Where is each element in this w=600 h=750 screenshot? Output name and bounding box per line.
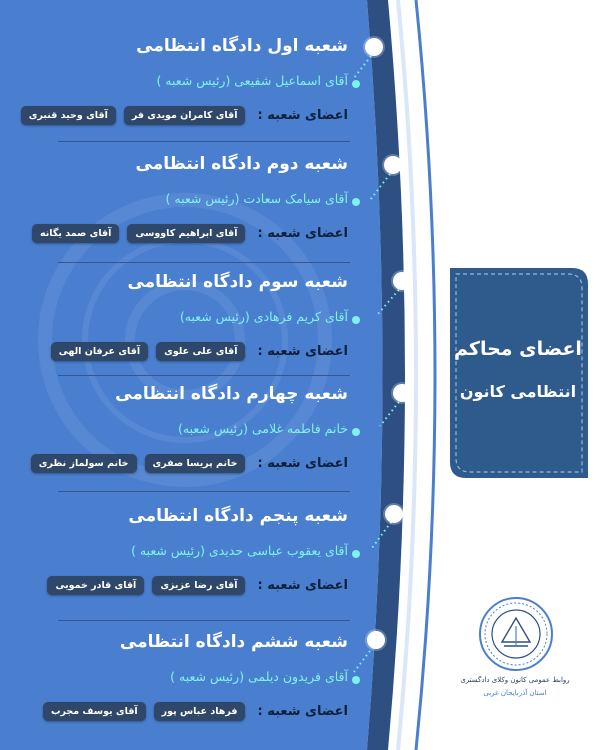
outer-curve-accent bbox=[416, 0, 435, 750]
divider bbox=[58, 141, 350, 142]
bullet-icon bbox=[352, 198, 360, 206]
timeline-node bbox=[393, 272, 411, 290]
member-badge: آقای صمد یگانه bbox=[32, 224, 119, 243]
member-badge: آقای رضا عزیزی bbox=[152, 576, 245, 595]
members-label: اعضای شعبه : bbox=[257, 226, 348, 241]
branch-title: شعبه سوم دادگاه انتظامی bbox=[127, 272, 348, 292]
members-label: اعضای شعبه : bbox=[257, 344, 348, 359]
member-badge: خانم پریسا صفری bbox=[145, 454, 246, 473]
branch-title: شعبه پنجم دادگاه انتظامی bbox=[128, 506, 348, 526]
divider bbox=[58, 262, 350, 263]
branch-head: خانم فاطمه غلامی (رئیس شعبه) bbox=[178, 421, 348, 436]
member-badge: آقای کامران مویدی فر bbox=[124, 106, 246, 125]
branch-title: شعبه ششم دادگاه انتظامی bbox=[119, 632, 348, 652]
timeline-node bbox=[385, 505, 403, 523]
branch-head: آقای سیامک سعادت (رئیس شعبه ) bbox=[165, 191, 348, 206]
branch-title: شعبه اول دادگاه انتظامی bbox=[136, 36, 348, 56]
members-label: اعضای شعبه : bbox=[257, 456, 348, 471]
members-row bbox=[31, 454, 348, 473]
timeline-node bbox=[393, 384, 411, 402]
logo-subcaption: استان آذربایجان غربی bbox=[483, 689, 547, 697]
side-title bbox=[450, 268, 586, 478]
branch-head: آقای اسماعیل شفیعی (رئیس شعبه ) bbox=[156, 73, 348, 88]
divider bbox=[58, 375, 350, 376]
member-badge: فرهاد عباس پور bbox=[154, 702, 246, 721]
bullet-icon bbox=[352, 80, 360, 88]
branch-6 bbox=[0, 632, 380, 747]
members-label: اعضای شعبه : bbox=[257, 578, 348, 593]
timeline-node bbox=[384, 156, 402, 174]
side-title-line1: اعضای محاکم bbox=[454, 338, 582, 360]
bullet-icon bbox=[352, 550, 360, 558]
members-label: اعضای شعبه : bbox=[257, 704, 348, 719]
divider bbox=[58, 491, 350, 492]
member-badge: آقای عرفان الهی bbox=[51, 342, 148, 361]
branch-2 bbox=[0, 154, 380, 269]
branch-5 bbox=[0, 506, 380, 621]
members-row bbox=[43, 702, 348, 721]
member-badge: آقای علی علوی bbox=[156, 342, 245, 361]
logo-caption: روابط عمومی کانون وکلای دادگستری bbox=[460, 676, 570, 684]
bullet-icon bbox=[352, 316, 360, 324]
branch-4 bbox=[0, 384, 380, 499]
branch-3 bbox=[0, 272, 380, 387]
member-badge: آقای ابراهیم کاووسی bbox=[127, 224, 245, 243]
member-badge: آقای قادر خمویی bbox=[47, 576, 144, 595]
divider bbox=[58, 620, 350, 621]
members-row bbox=[47, 576, 348, 595]
members-row bbox=[32, 224, 348, 243]
side-title-line2: انتظامی کانون bbox=[459, 382, 577, 401]
member-badge: آقای یوسف مجرب bbox=[43, 702, 146, 721]
bullet-icon bbox=[352, 428, 360, 436]
members-row bbox=[51, 342, 348, 361]
member-badge: آقای وحید قنبری bbox=[21, 106, 116, 125]
branch-title: شعبه چهارم دادگاه انتظامی bbox=[115, 384, 348, 404]
branch-title: شعبه دوم دادگاه انتظامی bbox=[135, 154, 348, 174]
bar-association-logo-icon bbox=[478, 596, 554, 672]
member-badge: خانم سولماز نظری bbox=[31, 454, 137, 473]
members-label: اعضای شعبه : bbox=[257, 108, 348, 123]
bullet-icon bbox=[352, 676, 360, 684]
branch-1 bbox=[0, 36, 380, 151]
branch-head: آقای یعقوب عباسی حدیدی (رئیس شعبه ) bbox=[131, 543, 348, 558]
members-row bbox=[21, 106, 348, 125]
branch-head: آقای فریدون دیلمی (رئیس شعبه ) bbox=[170, 669, 348, 684]
branch-head: آقای کریم فرهادی (رئیس شعبه) bbox=[179, 309, 348, 324]
